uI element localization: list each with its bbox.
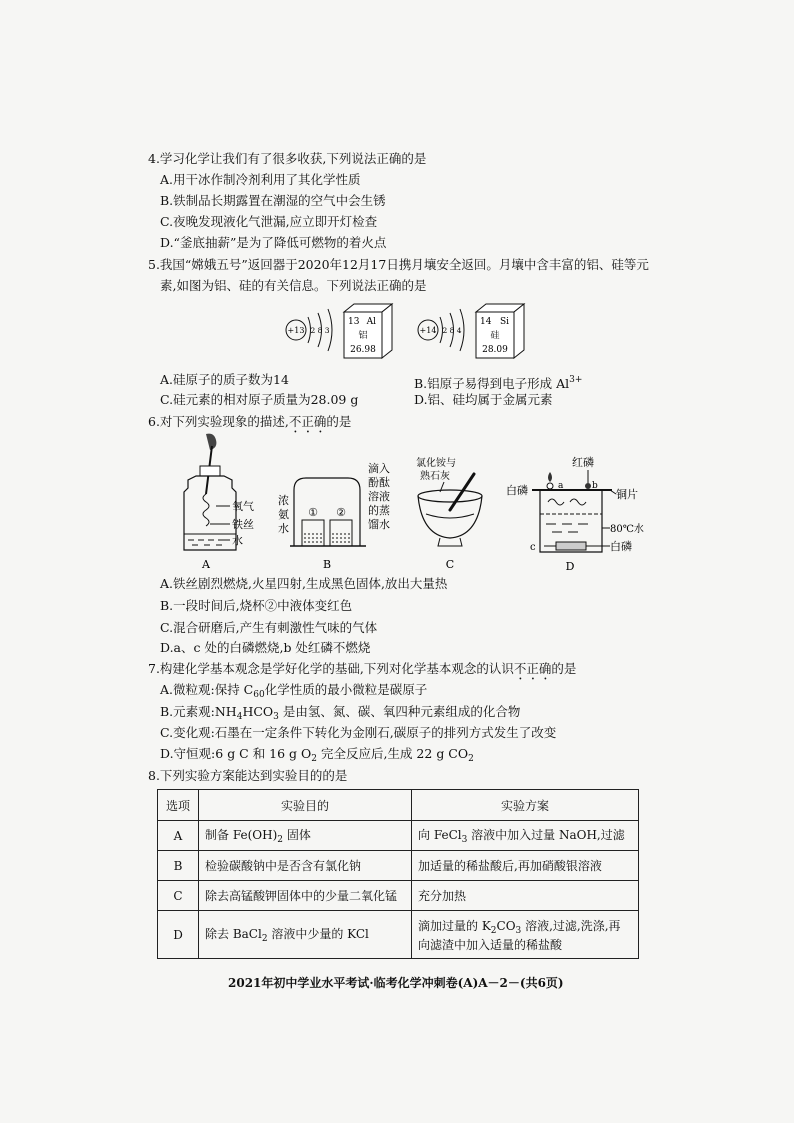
fig-b-left2: 氨 bbox=[278, 508, 289, 521]
q5-stem-line2: 素,如图为铝、硅的有关信息。下列说法正确的是 bbox=[160, 278, 427, 293]
q4-stem: 4.学习化学让我们有了很多收获,下列说法正确的是 bbox=[148, 151, 427, 166]
fig-d-white-phosphorus-top: 白磷 bbox=[506, 484, 528, 497]
al-mass: 26.98 bbox=[350, 345, 376, 355]
al-name: 铝 bbox=[358, 331, 368, 341]
fig-a-water-label: 水 bbox=[232, 534, 243, 547]
fig-c-label2: 熟石灰 bbox=[420, 471, 450, 482]
q4-option-d: D.“釜底抽薪”是为了降低可燃物的着火点 bbox=[160, 235, 387, 250]
fig-b-label: B bbox=[322, 558, 332, 571]
q8-table bbox=[157, 789, 639, 959]
al-nucleus: +13 bbox=[287, 326, 305, 335]
si-shells: 2 8 4 bbox=[442, 326, 462, 335]
row-option: C bbox=[158, 881, 199, 911]
q7-option-c: C.变化观:石墨在一定条件下转化为金刚石,碳原子的排列方式发生了改变 bbox=[160, 725, 557, 740]
header-plan: 实验方案 bbox=[412, 790, 639, 821]
q6-figure-d bbox=[504, 454, 644, 573]
q6-option-d: D.a、c 处的白磷燃烧,b 处红磷不燃烧 bbox=[160, 640, 371, 655]
q6-figure-a bbox=[176, 432, 266, 572]
fig-b-left1: 浓 bbox=[278, 494, 289, 507]
fig-a-label: A bbox=[202, 558, 210, 571]
fig-a-oxygen-label: 氧气 bbox=[232, 500, 254, 513]
q4-option-c: C.夜晚发现液化气泄漏,应立即开灯检查 bbox=[160, 214, 378, 229]
q6-figure-b bbox=[272, 448, 402, 572]
fig-d-label: D bbox=[565, 560, 575, 573]
table-row bbox=[158, 851, 639, 881]
row-goal: 检验碳酸钠中是否含有氯化钠 bbox=[199, 851, 412, 881]
q7-option-b: B.元素观$:NH_4HCO_3$ 是由氢、氮、碳、氧四种元素组成的化合物 bbox=[160, 704, 521, 722]
row-goal: 除去高锰酸钾固体中的少量二氧化锰 bbox=[199, 881, 412, 911]
row-goal: 制备 $Fe(OH)_2$ 固体 bbox=[199, 821, 412, 851]
al-atom-structure bbox=[286, 309, 332, 351]
si-symbol: Si bbox=[499, 317, 509, 327]
fig-b-right3: 溶液 bbox=[368, 490, 390, 503]
table-row bbox=[158, 821, 639, 851]
fig-c-label1: 氯化铵与 bbox=[416, 458, 456, 469]
table-row bbox=[158, 881, 639, 911]
al-element-card bbox=[344, 304, 392, 358]
row-plan: 充分加热 bbox=[412, 881, 639, 911]
q4-option-a: A.用干冰作制冷剂利用了其化学性质 bbox=[160, 172, 361, 187]
row-plan: 向 FeCl$_3$ 溶液中加入过量 NaOH,过滤 bbox=[412, 821, 639, 851]
row-option: D bbox=[158, 911, 199, 959]
row-plan: 加适量的稀盐酸后,再加硝酸银溶液 bbox=[412, 851, 639, 881]
fig-d-a: a bbox=[558, 481, 564, 491]
si-nucleus: +14 bbox=[419, 326, 437, 335]
q5-option-d: D.铝、硅均属于金属元素 bbox=[414, 392, 553, 407]
fig-b-right1: 滴入 bbox=[368, 462, 390, 475]
q5-stem-line1: 5.我国“嫦娥五号”返回器于2020年12月17日携月壤安全返回。月壤中含丰富的铝、硅等元 bbox=[148, 257, 649, 272]
q6-option-a: A.铁丝剧烈燃烧,火星四射,生成黑色固体,放出大量热 bbox=[160, 576, 448, 591]
fig-b-right2: 酚酞 bbox=[368, 476, 390, 489]
fig-d-white-phosphorus-bottom: 白磷 bbox=[610, 540, 632, 553]
si-atom-structure bbox=[418, 309, 464, 351]
fig-d-copper: 铜片 bbox=[616, 488, 638, 501]
q6-stem: 6.对下列实验现象的描述,不正确的是 bbox=[148, 414, 352, 429]
fig-d-water: 80℃水 bbox=[610, 524, 644, 535]
fig-b-right5: 馏水 bbox=[368, 518, 390, 531]
q4-option-b: B.铁制品长期露置在潮湿的空气中会生锈 bbox=[160, 193, 386, 208]
fig-b-left3: 水 bbox=[278, 522, 289, 535]
fig-b-right4: 的蒸 bbox=[368, 504, 390, 517]
q5-option-b: B.铝原子易得到电子形成 $Al^{3+}$ bbox=[414, 375, 583, 391]
q5-option-a: A.硅原子的质子数为14 bbox=[160, 372, 289, 387]
q6-option-c: C.混合研磨后,产生有刺激性气味的气体 bbox=[160, 620, 378, 635]
q7-stem: 7.构建化学基本观念是学好化学的基础,下列对化学基本观念的认识不正确的是 bbox=[148, 661, 577, 676]
si-mass: 28.09 bbox=[482, 345, 508, 355]
page-footer: 2021年初中学业水平考试·临考化学冲刺卷(A)A－2－(共6页) bbox=[228, 976, 564, 990]
si-element-card bbox=[476, 304, 524, 358]
q6-figure-c bbox=[404, 452, 496, 572]
fig-c-label: C bbox=[445, 558, 455, 571]
row-option: B bbox=[158, 851, 199, 881]
table-header-row bbox=[158, 790, 639, 821]
q8-stem: 8.下列实验方案能达到实验目的的是 bbox=[148, 768, 348, 783]
fig-b-beaker1: ① bbox=[308, 506, 318, 519]
row-goal: 除去 BaCl$_2$ 溶液中少量的 KCl bbox=[199, 911, 412, 959]
al-shells: 2 8 3 bbox=[310, 326, 330, 335]
q5-option-c: C.硅元素的相对原子质量为28.09 g bbox=[160, 392, 359, 407]
si-name: 硅 bbox=[490, 331, 500, 341]
row-option: A bbox=[158, 821, 199, 851]
q7-option-d: D.守恒观:6 g C 和 16 g $O_2$ 完全反应后,生成 22 g $CO_2$ bbox=[160, 746, 474, 764]
header-goal: 实验目的 bbox=[199, 790, 412, 821]
q7-option-a: A.微粒观:保持 $C_{60}$化学性质的最小微粒是碳原子 bbox=[160, 682, 428, 700]
si-number: 14 bbox=[480, 317, 492, 327]
row-plan: 滴加过量的 $K_2CO_3$ 溶液,过滤,洗涤,再 向滤渣中加入适量的稀盐酸 bbox=[412, 911, 639, 959]
fig-d-red-phosphorus: 红磷 bbox=[572, 456, 594, 469]
fig-d-b: b bbox=[592, 481, 598, 491]
fig-d-c: c bbox=[530, 542, 536, 553]
table-row bbox=[158, 911, 639, 959]
fig-b-beaker2: ② bbox=[336, 506, 346, 519]
q5-element-figure bbox=[280, 300, 530, 364]
header-option: 选项 bbox=[158, 790, 199, 821]
q6-option-b: B.一段时间后,烧杯②中液体变红色 bbox=[160, 598, 353, 613]
al-number: 13 bbox=[348, 317, 360, 327]
fig-a-wire-label: 铁丝 bbox=[232, 518, 254, 531]
al-symbol: Al bbox=[366, 317, 376, 327]
